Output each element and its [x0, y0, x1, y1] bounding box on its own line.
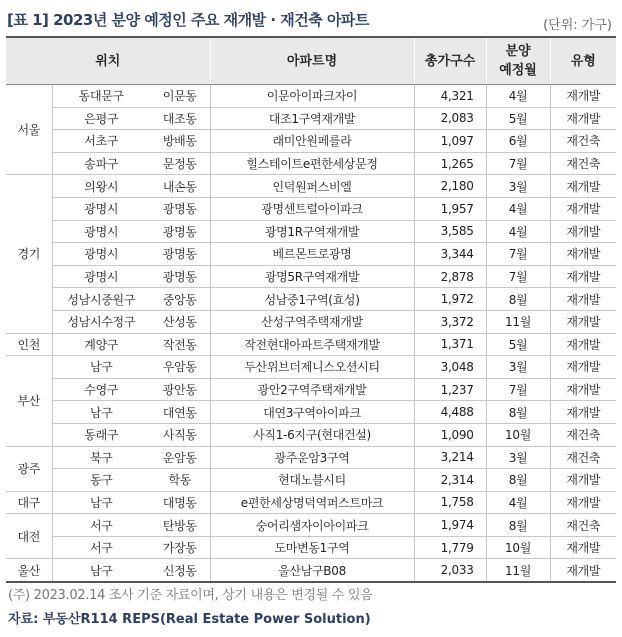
dong-cell: 탄방동 [150, 514, 210, 537]
table-row [6, 333, 616, 356]
table-row [6, 85, 616, 108]
table-row [6, 243, 616, 266]
table-row [6, 491, 616, 514]
dong-cell: 광명동 [150, 265, 210, 288]
total-units-cell: 3,585 [414, 220, 486, 243]
total-units-cell: 1,090 [414, 423, 486, 446]
sale-month-cell: 8월 [486, 514, 550, 537]
table-title: [표 1] 2023년 분양 예정인 주요 재개발 · 재건축 아파트 [7, 11, 369, 29]
header-type: 유형 [550, 37, 616, 85]
total-units-cell: 2,083 [414, 107, 486, 130]
project-type-cell: 재개발 [550, 333, 616, 356]
sale-month-cell: 6월 [486, 130, 550, 153]
apartment-table [6, 36, 616, 583]
project-type-cell: 재건축 [550, 514, 616, 537]
total-units-cell: 1,957 [414, 197, 486, 220]
apartment-name-cell: 산성구역주택재개발 [210, 310, 414, 333]
dong-cell: 광명동 [150, 243, 210, 266]
sale-month-cell: 8월 [486, 469, 550, 492]
total-units-cell: 3,372 [414, 310, 486, 333]
sale-month-cell: 7월 [486, 378, 550, 401]
header-row [6, 37, 616, 85]
table-row [6, 220, 616, 243]
source-line: 자료: 부동산R114 REPS(Real Estate Power Solution) [8, 612, 371, 627]
project-type-cell: 재개발 [550, 378, 616, 401]
dong-cell: 사직동 [150, 423, 210, 446]
sale-month-cell: 10월 [486, 536, 550, 559]
apartment-name-cell: 베르몬트로광명 [210, 243, 414, 266]
apartment-name-cell: 광명5R구역재개발 [210, 265, 414, 288]
project-type-cell: 재개발 [550, 243, 616, 266]
district-cell: 성남시수정구 [52, 310, 150, 333]
sale-month-cell: 4월 [486, 197, 550, 220]
sale-month-cell: 5월 [486, 333, 550, 356]
sale-month-cell: 7월 [486, 265, 550, 288]
header-location: 위치 [6, 37, 210, 85]
dong-cell: 내손동 [150, 175, 210, 198]
sale-month-cell: 3월 [486, 356, 550, 379]
district-cell: 동대문구 [52, 85, 150, 108]
sale-month-cell: 11월 [486, 310, 550, 333]
district-cell: 남구 [52, 401, 150, 424]
dong-cell: 운암동 [150, 446, 210, 469]
region-cell: 서울 [6, 85, 52, 175]
project-type-cell: 재개발 [550, 491, 616, 514]
total-units-cell: 1,237 [414, 378, 486, 401]
district-cell: 동래구 [52, 423, 150, 446]
apartment-name-cell: 두산위브더제니스오션시티 [210, 356, 414, 379]
district-cell: 서초구 [52, 130, 150, 153]
table-row [6, 536, 616, 559]
total-units-cell: 2,878 [414, 265, 486, 288]
apartment-name-cell: 인덕원퍼스비엘 [210, 175, 414, 198]
dong-cell: 광안동 [150, 378, 210, 401]
region-cell: 대전 [6, 514, 52, 559]
project-type-cell: 재개발 [550, 107, 616, 130]
region-cell: 경기 [6, 175, 52, 333]
sale-month-cell: 7월 [486, 243, 550, 266]
region-cell: 부산 [6, 356, 52, 446]
district-cell: 성남시중원구 [52, 288, 150, 311]
dong-cell: 문정동 [150, 152, 210, 175]
total-units-cell: 3,048 [414, 356, 486, 379]
project-type-cell: 재개발 [550, 536, 616, 559]
table-row [6, 265, 616, 288]
district-cell: 광명시 [52, 220, 150, 243]
footnote: (주) 2023.02.14 조사 기준 자료이며, 상기 내용은 변경될 수 있음 [8, 588, 373, 603]
sale-month-cell: 8월 [486, 401, 550, 424]
region-cell: 대구 [6, 491, 52, 514]
project-type-cell: 재개발 [550, 356, 616, 379]
region-cell: 인천 [6, 333, 52, 356]
total-units-cell: 1,371 [414, 333, 486, 356]
total-units-cell: 3,344 [414, 243, 486, 266]
dong-cell: 광명동 [150, 220, 210, 243]
sale-month-cell: 3월 [486, 175, 550, 198]
total-units-cell: 3,214 [414, 446, 486, 469]
dong-cell: 대연동 [150, 401, 210, 424]
apartment-name-cell: 광주운암3구역 [210, 446, 414, 469]
dong-cell: 산성동 [150, 310, 210, 333]
apartment-name-cell: 성남중1구역(효성) [210, 288, 414, 311]
dong-cell: 학동 [150, 469, 210, 492]
project-type-cell: 재개발 [550, 85, 616, 108]
table-row [6, 197, 616, 220]
total-units-cell: 4,488 [414, 401, 486, 424]
sale-month-cell: 4월 [486, 491, 550, 514]
project-type-cell: 재개발 [550, 401, 616, 424]
region-cell: 광주 [6, 446, 52, 491]
table-row [6, 423, 616, 446]
district-cell: 서구 [52, 514, 150, 537]
total-units-cell: 1,779 [414, 536, 486, 559]
total-units-cell: 1,097 [414, 130, 486, 153]
district-cell: 남구 [52, 559, 150, 582]
project-type-cell: 재건축 [550, 130, 616, 153]
sale-month-cell: 7월 [486, 152, 550, 175]
total-units-cell: 2,033 [414, 559, 486, 582]
dong-cell: 광명동 [150, 197, 210, 220]
table-row [6, 310, 616, 333]
sale-month-cell: 8월 [486, 288, 550, 311]
total-units-cell: 1,974 [414, 514, 486, 537]
dong-cell: 우암동 [150, 356, 210, 379]
table-row [6, 288, 616, 311]
table-row [6, 175, 616, 198]
district-cell: 은평구 [52, 107, 150, 130]
table-row [6, 446, 616, 469]
sale-month-cell: 10월 [486, 423, 550, 446]
apartment-name-cell: 광명1R구역재개발 [210, 220, 414, 243]
dong-cell: 가장동 [150, 536, 210, 559]
header-total-units: 총가구수 [414, 37, 486, 85]
apartment-name-cell: 작전현대아파트주택재개발 [210, 333, 414, 356]
sale-month-cell: 4월 [486, 85, 550, 108]
apartment-name-cell: 사직1-6지구(현대건설) [210, 423, 414, 446]
project-type-cell: 재건축 [550, 152, 616, 175]
header-month-line2: 예정월 [499, 63, 537, 78]
header-month-line1: 분양 [505, 44, 531, 59]
apartment-name-cell: 대연3구역아이파크 [210, 401, 414, 424]
dong-cell: 대명동 [150, 491, 210, 514]
table-body [6, 85, 616, 583]
total-units-cell: 1,972 [414, 288, 486, 311]
apartment-name-cell: 현대노블시티 [210, 469, 414, 492]
dong-cell: 방배동 [150, 130, 210, 153]
table-row [6, 378, 616, 401]
district-cell: 남구 [52, 356, 150, 379]
project-type-cell: 재개발 [550, 288, 616, 311]
project-type-cell: 재개발 [550, 559, 616, 582]
total-units-cell: 4,321 [414, 85, 486, 108]
dong-cell: 이문동 [150, 85, 210, 108]
district-cell: 북구 [52, 446, 150, 469]
apartment-name-cell: 숭어리샘자이아이파크 [210, 514, 414, 537]
table-row [6, 152, 616, 175]
sale-month-cell: 11월 [486, 559, 550, 582]
project-type-cell: 재개발 [550, 175, 616, 198]
table-row [6, 469, 616, 492]
unit-label: (단위: 가구) [543, 18, 612, 33]
project-type-cell: 재개발 [550, 220, 616, 243]
region-cell: 울산 [6, 559, 52, 582]
table-row [6, 130, 616, 153]
district-cell: 광명시 [52, 243, 150, 266]
project-type-cell: 재건축 [550, 446, 616, 469]
total-units-cell: 2,314 [414, 469, 486, 492]
district-cell: 송파구 [52, 152, 150, 175]
dong-cell: 작전동 [150, 333, 210, 356]
apartment-name-cell: 힐스테이트e편한세상문정 [210, 152, 414, 175]
apartment-name-cell: 광명센트럴아이파크 [210, 197, 414, 220]
apartment-name-cell: 이문아이파크자이 [210, 85, 414, 108]
dong-cell: 대조동 [150, 107, 210, 130]
project-type-cell: 재개발 [550, 197, 616, 220]
district-cell: 광명시 [52, 265, 150, 288]
sale-month-cell: 4월 [486, 220, 550, 243]
apartment-name-cell: 광안2구역주택재개발 [210, 378, 414, 401]
project-type-cell: 재개발 [550, 265, 616, 288]
district-cell: 계양구 [52, 333, 150, 356]
project-type-cell: 재개발 [550, 310, 616, 333]
header-apartment: 아파트명 [210, 37, 414, 85]
dong-cell: 신정동 [150, 559, 210, 582]
district-cell: 수영구 [52, 378, 150, 401]
district-cell: 의왕시 [52, 175, 150, 198]
district-cell: 동구 [52, 469, 150, 492]
sale-month-cell: 5월 [486, 107, 550, 130]
project-type-cell: 재건축 [550, 423, 616, 446]
table-row [6, 107, 616, 130]
apartment-name-cell: 래미안원페를라 [210, 130, 414, 153]
table-row [6, 401, 616, 424]
header-month [486, 37, 550, 85]
total-units-cell: 1,758 [414, 491, 486, 514]
district-cell: 남구 [52, 491, 150, 514]
district-cell: 서구 [52, 536, 150, 559]
total-units-cell: 1,265 [414, 152, 486, 175]
dong-cell: 중앙동 [150, 288, 210, 311]
table-row [6, 559, 616, 582]
apartment-name-cell: e편한세상명덕역퍼스트마크 [210, 491, 414, 514]
table-row [6, 356, 616, 379]
apartment-name-cell: 대조1구역재개발 [210, 107, 414, 130]
apartment-name-cell: 도마변동1구역 [210, 536, 414, 559]
sale-month-cell: 3월 [486, 446, 550, 469]
apartment-name-cell: 울산남구B08 [210, 559, 414, 582]
district-cell: 광명시 [52, 197, 150, 220]
table-row [6, 514, 616, 537]
total-units-cell: 2,180 [414, 175, 486, 198]
project-type-cell: 재개발 [550, 469, 616, 492]
